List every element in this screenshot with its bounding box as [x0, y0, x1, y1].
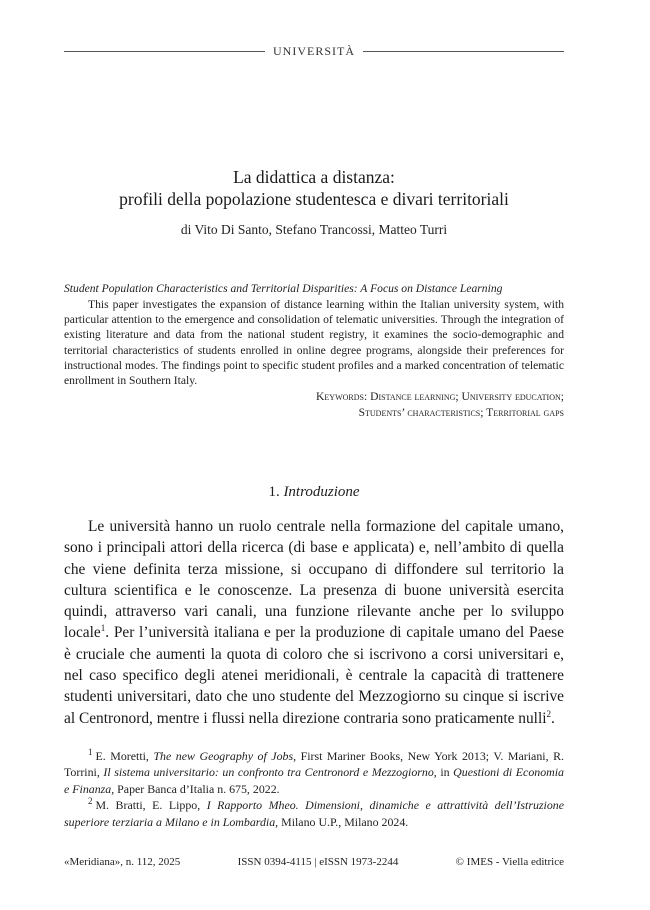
footnote-1-number: 1 — [88, 747, 93, 758]
footnote-2-text-c: , Milano U.P., Milano 2024. — [275, 814, 409, 829]
footnotes — [64, 748, 564, 830]
running-head — [64, 42, 564, 60]
keywords-label: Keywords: — [316, 390, 368, 404]
article-title-line-2: profili della popolazione studentesca e divari territoriali — [119, 189, 509, 209]
body-text-part-2: . Per l’università italiana e per la produzione di capitale umano del Paese è cruciale che aumenti la quota di coloro che si iscrivono a corsi universitari e, nel caso specifico degli atenei meridionali, è centrale la capacità di trattenere studenti universitari, dato che uno studente del Mezzogiorno su cinque si iscrive al Centronord, mentre i flussi nella direzione contraria sono praticamente nulli — [64, 624, 564, 727]
keywords-items-1: Distance learning; University education; — [370, 390, 564, 404]
running-head-rule-right — [363, 51, 564, 52]
footnote-1-text-a: E. Moretti, — [95, 749, 154, 763]
keywords-items-2: Students’ characteristics; Territorial gaps — [358, 405, 564, 419]
section-heading — [64, 484, 564, 501]
section-title: Introduzione — [283, 484, 360, 500]
running-head-label: UNIVERSITÀ — [273, 43, 355, 58]
title-block — [64, 166, 564, 238]
footnote-1-text-g: , Paper Banca d’Italia n. 675, 2022. — [111, 781, 280, 796]
footnote-2-text-a: M. Bratti, E. Lippo, — [95, 798, 207, 813]
footer-publisher: © IMES - Viella editrice — [455, 856, 564, 868]
footnote-ref-2[interactable]: 2 — [546, 708, 552, 719]
footnote-1 — [64, 748, 564, 797]
abstract-title: Student Population Characteristics and Territorial Disparities: A Focus on Distance Learning — [64, 282, 503, 295]
footer-issn: ISSN 0394-4115 | eISSN 1973-2244 — [237, 856, 399, 868]
article-title-line-1: La didattica a distanza: — [233, 167, 395, 187]
footnote-1-text-d: Il sistema universitario: un confronto tra Centronord e Mezzogiorno — [103, 765, 434, 780]
body-text-part-1: Le università hanno un ruolo centrale nella formazione del capitale umano, sono i principali attori della ricerca (di base e applicata) e, nell’ambito di quella che viene definita terza missione, si occupano di diffondere sul territorio la cultura scientifica e le conoscenze. La presenza di buone università esercita quindi, attraverso vari canali, una funzione rilevante anche per lo sviluppo locale — [64, 518, 564, 642]
footer-journal: «Meridiana», n. 112, 2025 — [64, 856, 181, 868]
footnote-2-number: 2 — [88, 796, 93, 807]
footnote-1-text-b: The new Geography of Jobs — [153, 749, 294, 763]
footnote-1-text-f: Questioni di Economia e Finanza — [64, 765, 564, 796]
article-authors: di Vito Di Santo, Stefano Trancossi, Matteo Turri — [180, 222, 448, 237]
abstract-text: This paper investigates the expansion of distance learning within the Italian university system, with particular attention to the emergence and consolidation of telematic universities. Through the integration of existing literature and data from the national student registry, it examines the socio-demographic and territorial characteristics of students enrolled in online degree programs, alongside their preferences for instructional modes. The findings point to specific student profiles and a marked concentration of telematic enrollment in Southern Italy. — [64, 298, 564, 388]
keywords — [64, 389, 564, 420]
keywords-line-1 — [64, 389, 564, 405]
footnote-2-text-b: I Rapporto Mheo. Dimensioni, dinamiche e attrattività dell’Istruzione superiore terziaria a Milano e in Lombardia — [64, 798, 564, 829]
footnote-2 — [64, 797, 564, 830]
footnote-ref-1[interactable]: 1 — [100, 623, 106, 634]
footnote-1-text-e: , in — [433, 765, 454, 780]
footnote-1-text-c: , First Mariner Books, New York 2013; V. Mariani, R. Torrini, — [64, 749, 564, 780]
abstract — [64, 281, 564, 420]
page-footer — [64, 856, 564, 868]
section-number: 1. — [268, 484, 280, 500]
body-paragraph — [64, 516, 564, 729]
running-head-rule-left — [64, 51, 265, 52]
body-text-part-3: . — [551, 709, 555, 727]
